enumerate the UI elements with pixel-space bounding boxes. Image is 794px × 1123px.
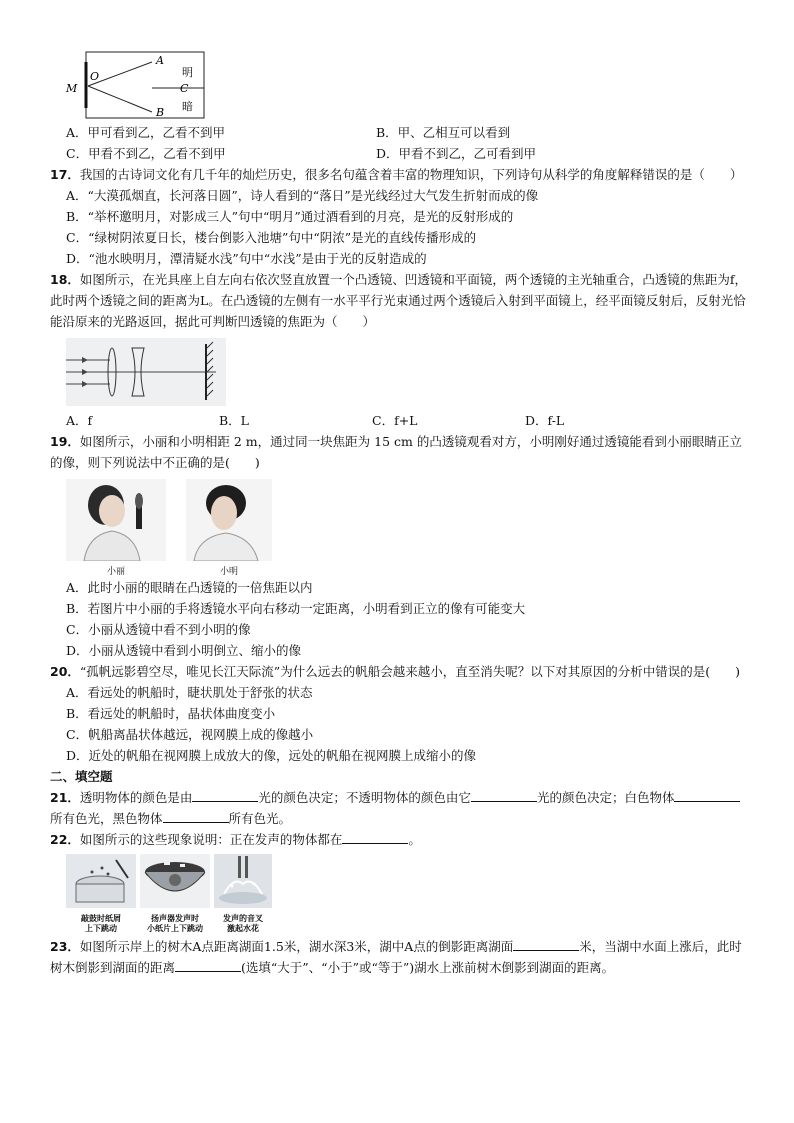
q22-text-1: 如图所示的这些现象说明：正在发声的物体都在 bbox=[79, 832, 343, 847]
q19-option-c[interactable]: C．小丽从透镜中看不到小明的像 bbox=[66, 622, 251, 637]
label-an: 暗 bbox=[182, 100, 193, 113]
q21-text-4: 所有色光，黑色物体 bbox=[50, 811, 163, 826]
question-23 bbox=[50, 936, 750, 978]
q21-blank-2[interactable] bbox=[471, 787, 537, 802]
q18-stem: 如图所示，在光具座上自左向右依次竖直放置一个凸透镜、凹透镜和平面镜，两个透镜的主光轴重合，凸透镜的焦距为f，此时两个透镜之间的距离为L。在凸透镜的左侧有一水平平行光束通过两个透镜后入射到平面镜上，经平面镜反射后，反射光恰能沿原来的光路返回，据此可判断凹透镜的焦距为（ ） bbox=[50, 272, 748, 329]
q20-option-d[interactable]: D．近处的帆船在视网膜上成放大的像，远处的帆船在视网膜上成缩小的像 bbox=[66, 748, 477, 763]
q18-option-c[interactable]: C．f+L bbox=[372, 413, 418, 428]
q23-blank-2[interactable] bbox=[175, 957, 241, 972]
q23-number: 23． bbox=[50, 939, 80, 954]
q20-number: 20． bbox=[50, 664, 80, 679]
q16-option-c[interactable]: C．甲看不到乙，乙看不到甲 bbox=[66, 146, 226, 161]
worksheet-page bbox=[50, 50, 750, 978]
vibration-speaker bbox=[140, 854, 212, 932]
q19-option-d[interactable]: D．小丽从透镜中看到小明倒立、缩小的像 bbox=[66, 643, 302, 658]
q17-option-a[interactable]: A．“大漠孤烟直，长河落日圆”，诗人看到的“落日”是光线经过大气发生折射而成的像 bbox=[66, 188, 539, 203]
caption-xiaoming: 小明 bbox=[219, 567, 238, 577]
q21-number: 21． bbox=[50, 790, 80, 805]
figure-lens-system bbox=[66, 338, 226, 406]
caption-drum-line-2: 上下跳动 bbox=[85, 924, 117, 933]
q20-option-c[interactable]: C．帆船离晶状体越远，视网膜上成的像越小 bbox=[66, 727, 314, 742]
lens-system-svg bbox=[66, 338, 226, 406]
q18-option-d[interactable]: D．f-L bbox=[525, 413, 565, 428]
tuning-fork-photo-svg bbox=[214, 854, 272, 908]
q16-options-row-2 bbox=[50, 143, 750, 164]
label-a: A bbox=[156, 54, 164, 67]
q22-blank-1[interactable] bbox=[342, 829, 408, 844]
q20-option-a[interactable]: A．看远处的帆船时，睫状肌处于舒张的状态 bbox=[66, 685, 313, 700]
speaker-photo-svg bbox=[140, 854, 210, 908]
q21-blank-1[interactable] bbox=[192, 787, 258, 802]
q21-blank-3[interactable] bbox=[674, 787, 740, 802]
q19-number: 19． bbox=[50, 434, 80, 449]
q18-options bbox=[50, 410, 750, 431]
portrait-xiaoming bbox=[186, 479, 286, 575]
q20-option-b[interactable]: B．看远处的帆船时，晶状体曲度变小 bbox=[66, 706, 276, 721]
caption-fork-line-1: 发声的音叉 bbox=[223, 914, 263, 923]
q22-number: 22． bbox=[50, 832, 80, 847]
q17-option-b[interactable]: B．“举杯邀明月，对影成三人”句中“明月”通过酒看到的月亮，是光的反射形成的 bbox=[66, 209, 514, 224]
q20-stem: “孤帆远影碧空尽，唯见长江天际流”为什么远去的帆船会越来越小，直至消失呢？以下对其原因的分析中错误的是( ) bbox=[79, 664, 740, 679]
question-21 bbox=[50, 787, 750, 829]
question-22 bbox=[50, 829, 750, 850]
q19-option-b[interactable]: B．若图片中小丽的手将透镜水平向右移动一定距离，小明看到正立的像有可能变大 bbox=[66, 601, 526, 616]
figure-vibration-phenomena bbox=[66, 854, 750, 932]
caption-xiaoli: 小丽 bbox=[106, 567, 125, 577]
q21-text-5: 所有色光。 bbox=[228, 811, 292, 826]
label-ming: 明 bbox=[182, 66, 193, 79]
question-20 bbox=[50, 661, 750, 682]
label-c: C bbox=[180, 82, 189, 95]
drum-photo-svg bbox=[66, 854, 136, 908]
caption-speaker-line-1: 扬声器发声时 bbox=[151, 914, 199, 923]
caption-fork-line-2: 激起水花 bbox=[227, 924, 259, 933]
figure-reflection-diagram bbox=[64, 50, 214, 122]
q21-blank-4[interactable] bbox=[163, 808, 229, 823]
q17-option-c[interactable]: C．“绿树阴浓夏日长，楼台倒影入池塘”句中“阴浓”是光的直线传播形成的 bbox=[66, 230, 477, 245]
q22-text-2: 。 bbox=[408, 832, 421, 847]
q21-text-1: 透明物体的颜色是由 bbox=[79, 790, 193, 805]
q17-number: 17． bbox=[50, 167, 80, 182]
q18-option-a[interactable]: A．f bbox=[66, 413, 93, 428]
question-17 bbox=[50, 164, 750, 185]
q21-text-2: 光的颜色决定；不透明物体的颜色由它 bbox=[258, 790, 471, 805]
caption-speaker-line-2: 小纸片上下跳动 bbox=[147, 924, 203, 933]
vibration-drum bbox=[66, 854, 138, 932]
q23-text-3: (选填“大于”、“小于”或“等于”)湖水上涨前树木倒影到湖面的距离。 bbox=[241, 960, 615, 975]
q18-option-b[interactable]: B．L bbox=[219, 413, 249, 428]
q16-option-a[interactable]: A．甲可看到乙，乙看不到甲 bbox=[66, 125, 226, 140]
q16-options-row-1 bbox=[50, 122, 750, 143]
figure-lens-portraits bbox=[66, 479, 750, 575]
portrait-xiaoli bbox=[66, 479, 174, 575]
caption-drum-line-1: 敲鼓时纸屑 bbox=[81, 914, 121, 923]
q19-stem: 如图所示，小丽和小明相距 2 m，通过同一块焦距为 15 cm 的凸透镜观看对方，小明刚好通过透镜能看到小丽眼睛正立的像，则下列说法中不正确的是( ) bbox=[50, 434, 742, 470]
q19-option-a[interactable]: A．此时小丽的眼睛在凸透镜的一倍焦距以内 bbox=[66, 580, 313, 595]
q17-option-d[interactable]: D．“池水映明月，潭清疑水浅”句中“水浅”是由于光的反射造成的 bbox=[66, 251, 427, 266]
reflection-diagram-svg bbox=[64, 50, 214, 122]
label-b: B bbox=[156, 106, 165, 119]
q23-blank-1[interactable] bbox=[513, 936, 579, 951]
xiaoli-photo-svg bbox=[66, 479, 166, 561]
q21-text-3: 光的颜色决定；白色物体 bbox=[536, 790, 675, 805]
vibration-tuning-fork bbox=[214, 854, 274, 932]
q16-option-b[interactable]: B．甲、乙相互可以看到 bbox=[376, 125, 511, 140]
question-18 bbox=[50, 269, 750, 332]
q18-number: 18． bbox=[50, 272, 80, 287]
q23-text-1: 如图所示岸上的树木A点距离湖面1.5米，湖水深3米，湖中A点的倒影距离湖面 bbox=[79, 939, 514, 954]
q17-stem: 我国的古诗词文化有几千年的灿烂历史，很多名句蕴含着丰富的物理知识，下列诗句从科学的角度解释错误的是（ ） bbox=[79, 167, 743, 182]
label-m: M bbox=[66, 82, 78, 95]
q23-text-2: 米，当湖中水面上涨后，此时树木倒影到湖面的距离 bbox=[50, 939, 742, 975]
q16-option-d[interactable]: D．甲看不到乙，乙可看到甲 bbox=[376, 146, 537, 161]
section-fill-in-heading: 二、填空题 bbox=[50, 769, 113, 784]
question-19 bbox=[50, 431, 750, 473]
label-o: O bbox=[90, 70, 100, 83]
xiaoming-photo-svg bbox=[186, 479, 272, 561]
